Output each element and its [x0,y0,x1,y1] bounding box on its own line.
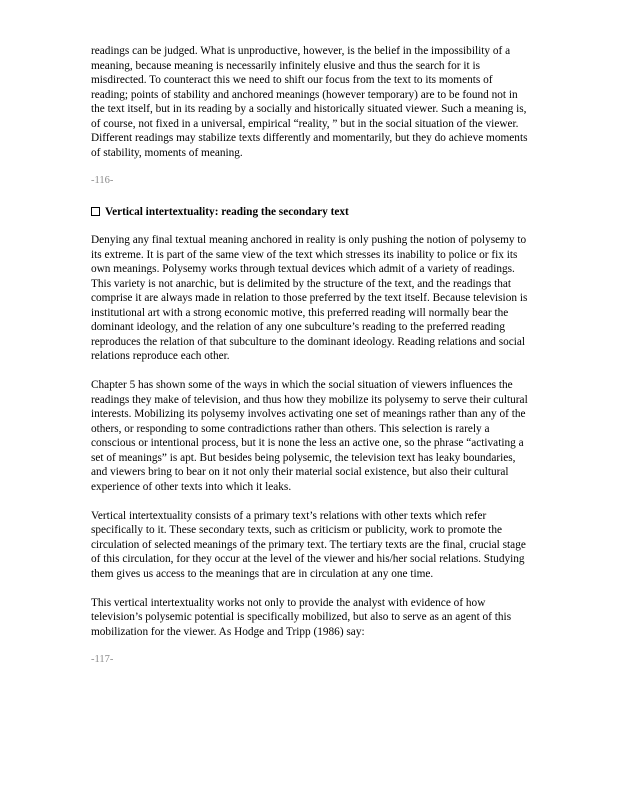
section-heading-text: Vertical intertextuality: reading the secondary text [105,205,349,218]
square-bullet-icon [91,207,100,216]
page-number-117: -117- [91,654,114,665]
body-paragraph: This vertical intertextuality works not only to provide the analyst with evidence of how television’s polysemic potential is specifically mobilized, but also to serve as an agent of this mobilization for the viewer. As Hodge and Tripp (1986) say: [91,596,512,638]
page-number-116: -116- [91,175,114,186]
body-paragraph: Vertical intertextuality consists of a primary text’s relations with other texts which refer specifically to it. These secondary texts, such as criticism or publicity, work to promote the circulation of selected meanings of the primary text. The tertiary texts are the final, crucial stage of this circulation, for they occur at the level of the viewer and his/her social relations. Studying them gives us access to the meanings that are in circulation at any one time. [91,509,526,580]
body-paragraph: Denying any final textual meaning anchored in reality is only pushing the notion of polysemy to its extreme. It is part of the same view of the text which stresses its inability to police or fix its own meanings. Polysemy works through textual devices which admit of a variety of readings. This variety is not anarchic, but is delimited by the structure of the text, and the readings that comprise it are always made in relation to those preferred by the text itself. Because television is institutional art with a strong economic motive, this preferred reading will normally bear the dominant ideology, and the relation of any one subculture’s reading to the preferred reading reproduces the relation of that subculture to the dominant ideology. Reading relations and social relations reproduce each other. [91,234,528,362]
body-paragraph: Chapter 5 has shown some of the ways in which the social situation of viewers influences the readings they make of television, and thus how they mobilize its polysemy to serve their cultural interests. Mobilizing its polysemy involves activating one set of meanings rather than any of the others, or responding to some contradictions rather than others. This selection is rarely a conscious or intentional process, but it is none the less an active one, so the phrase “activating a set of meanings” is apt. But besides being polysemic, the television text has leaky boundaries, and viewers bring to bear on it not only their material social existence, but also their cultural experience of other texts into which it leaks. [91,379,528,493]
document-page [91,44,531,668]
opening-paragraph: readings can be judged. What is unproductive, however, is the belief in the impossibility of a meaning, because meaning is necessarily infinitely elusive and thus the search for it is misdirected. To counteract this we need to shift our focus from the text to its moments of reading; points of stability and anchored meanings (however temporary) are to be found not in the text itself, but in its reading by a socially and historically situated viewer. Such a meaning is, of course, not fixed in a universal, empirical “reality, ” but in the social situation of the viewer. Different readings may stabilize texts differently and momentarily, but they do achieve moments of stability, moments of meaning. [91,45,528,159]
section-heading [91,205,531,220]
